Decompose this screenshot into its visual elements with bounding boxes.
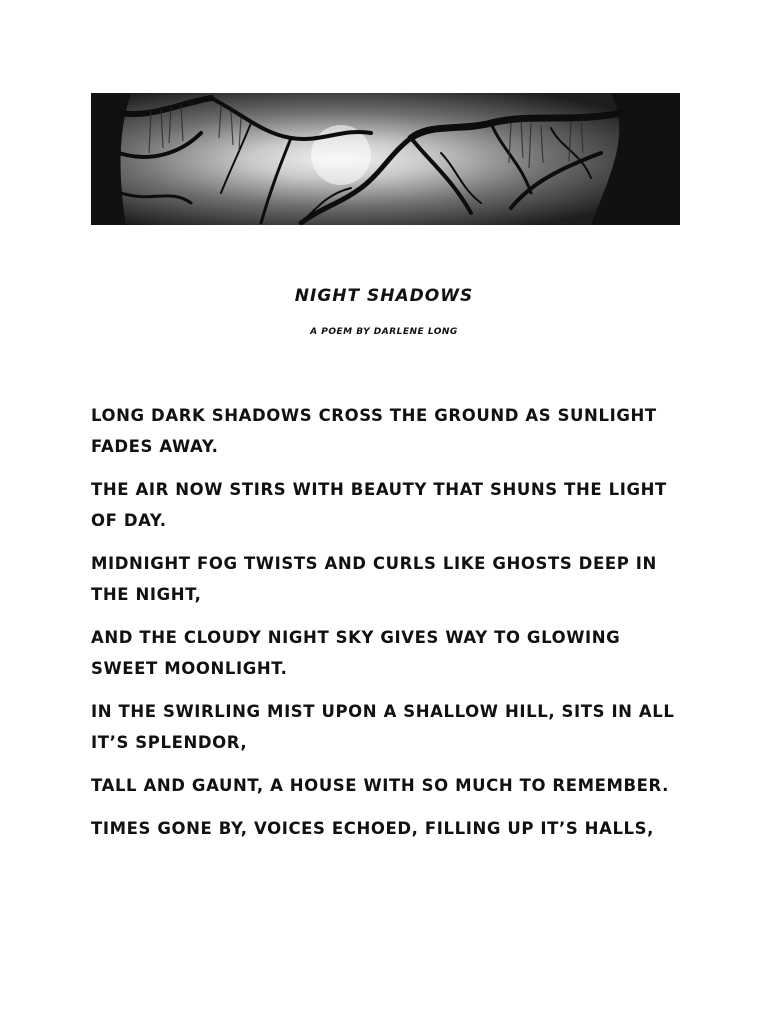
poem-line: TALL AND GAUNT, A HOUSE WITH SO MUCH TO REMEMBER. — [91, 776, 670, 795]
poem-line: MIDNIGHT FOG TWISTS AND CURLS LIKE GHOSTS DEEP IN THE NIGHT, — [91, 554, 657, 604]
poem-line: TIMES GONE BY, VOICES ECHOED, FILLING UP IT’S HALLS, — [91, 819, 655, 838]
poem-byline: A POEM BY DARLENE LONG — [310, 327, 458, 337]
poem-line: IN THE SWIRLING MIST UPON A SHALLOW HILL, SITS IN ALL IT’S SPLENDOR, — [91, 702, 675, 752]
poem-line: AND THE CLOUDY NIGHT SKY GIVES WAY TO GLOWING SWEET MOONLIGHT. — [91, 628, 621, 678]
poem-title: NIGHT SHADOWS — [294, 286, 474, 306]
poem-body — [91, 400, 691, 856]
poem-line: THE AIR NOW STIRS WITH BEAUTY THAT SHUNS THE LIGHT OF DAY. — [91, 480, 667, 530]
moonlit-tree-branches-icon — [91, 93, 680, 225]
poem-line: LONG DARK SHADOWS CROSS THE GROUND AS SUNLIGHT FADES AWAY. — [91, 406, 657, 456]
banner-image — [91, 93, 680, 225]
